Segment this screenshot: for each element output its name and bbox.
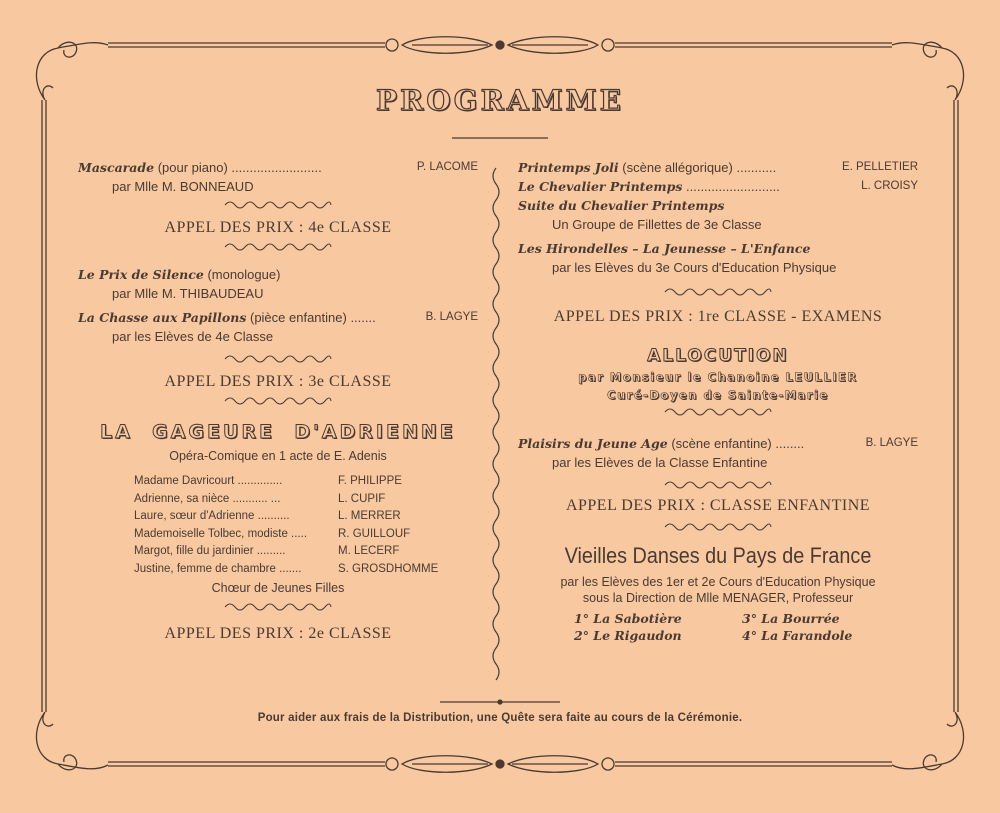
prize-call-2: APPEL DES PRIX : 2e CLASSE	[164, 624, 392, 642]
squiggle-divider	[223, 393, 333, 409]
cast-row: Madame Davricourt .............. F. PHILIPPE	[134, 475, 402, 487]
program-item: La Chasse aux Papillons (pièce enfantine) ....... B. LAGYE	[78, 310, 478, 325]
opera-subtitle: Opéra-Comique en 1 acte de E. Adenis	[169, 449, 387, 463]
program-item	[78, 265, 478, 284]
performer: Un Groupe de Fillettes de 3e Classe	[552, 217, 762, 232]
piece-title: Le Prix de Silence	[78, 267, 204, 282]
performer: par les Elèves du 3e Cours d'Education Physique	[552, 260, 837, 275]
prize-call-1: APPEL DES PRIX : 1re CLASSE - EXAMENS	[553, 308, 883, 325]
squiggle-divider	[663, 519, 773, 535]
left-column	[78, 158, 478, 643]
squiggle-divider	[223, 599, 333, 615]
piece-title: Plaisirs du Jeune Age	[518, 436, 668, 451]
cast-row: Margot, fille du jardinier ......... M. LECERF	[134, 545, 400, 558]
squiggle-divider	[663, 404, 773, 420]
danses-line1: par les Elèves des 1er et 2e Cours d'Education Physique	[560, 575, 876, 589]
footer-note: Pour aider aux frais de la Distribution, une Quête sera faite au cours de la Cérémonie.	[257, 712, 743, 724]
dances-row	[518, 611, 918, 626]
allocution-title: ALLOCUTION	[647, 346, 789, 366]
composer: E. PELLETIER	[841, 161, 918, 173]
allocution-role: Curé-Doyen de Sainte-Marie	[607, 388, 829, 402]
squiggle-divider	[223, 351, 333, 367]
composer: B. LAGYE	[865, 437, 918, 449]
choir: Chœur de Jeunes Filles	[211, 580, 345, 595]
prize-call-3: APPEL DES PRIX : 3e CLASSE	[164, 373, 392, 390]
page-title: PROGRAMME	[376, 84, 624, 117]
composer: P. LACOME	[416, 161, 478, 173]
composer: L. CROISY	[861, 180, 918, 192]
squiggle-divider	[663, 284, 773, 300]
program-item: Plaisirs du Jeune Age (scène enfantine) ........ B. LAGYE	[518, 436, 918, 451]
cast-row: Justine, femme de chambre ....... S. GROSDHOMME	[134, 562, 439, 575]
program-item: Mascarade (pour piano) ......................... P. LACOME	[78, 160, 478, 175]
program-item: Printemps Joli (scène allégorique) ........... E. PELLETIER	[518, 160, 918, 175]
allocution-speaker: par Monsieur le Chanoine LEULLIER	[578, 370, 858, 384]
piece-note: (pour piano)	[157, 160, 228, 175]
dance-3: 3° La Bourrée	[742, 611, 840, 626]
opera-title: LA GAGEURE D'ADRIENNE	[100, 421, 456, 443]
danses-title: Vieilles Danses du Pays de France	[564, 543, 872, 568]
piece-note: (pièce enfantine)	[249, 310, 347, 325]
squiggle-divider	[223, 239, 333, 255]
danses-line2: sous la Direction de Mlle MENAGER, Professeur	[582, 591, 854, 605]
program-item: Le Chevalier Printemps .......................... L. CROISY	[518, 179, 918, 194]
piece-title: Suite du Chevalier Printemps	[518, 198, 725, 213]
piece-title: Printemps Joli	[518, 160, 619, 175]
cast-row: Adrienne, sa nièce ........... ... L. CUPIF	[134, 492, 386, 505]
piece-note: (scène allégorique)	[622, 160, 733, 175]
performer: par les Elèves de la Classe Enfantine	[552, 455, 768, 470]
cast-row: Mademoiselle Tolbec, modiste ..... R. GUILLOUF	[134, 527, 411, 540]
squiggle-divider	[223, 197, 333, 213]
program-item	[518, 239, 918, 258]
performer: par Mlle M. BONNEAUD	[112, 179, 254, 194]
prize-call-enfantine: APPEL DES PRIX : CLASSE ENFANTINE	[565, 497, 871, 514]
piece-title: Les Hirondelles – La Jeunesse – L'Enfance	[518, 241, 811, 256]
dance-2: 2° Le Rigaudon	[574, 628, 682, 643]
squiggle-divider	[663, 477, 773, 493]
prize-call-4: APPEL DES PRIX : 4e CLASSE	[164, 219, 392, 236]
dances-row	[518, 628, 918, 643]
cast-row: Laure, sœur d'Adrienne .......... L. MERRER	[134, 510, 401, 523]
piece-title: Le Chevalier Printemps	[518, 179, 683, 194]
composer: B. LAGYE	[425, 311, 478, 323]
program-item	[518, 196, 918, 215]
performer: par les Elèves de 4e Classe	[112, 329, 274, 344]
dance-1: 1° La Sabotière	[574, 611, 682, 626]
performer: par Mlle M. THIBAUDEAU	[112, 286, 264, 301]
right-column	[518, 158, 918, 643]
piece-note: (monologue)	[207, 267, 281, 282]
piece-title: La Chasse aux Papillons	[78, 310, 247, 325]
piece-note: (scène enfantine)	[671, 436, 772, 451]
cast-list	[134, 473, 478, 579]
piece-title: Mascarade	[78, 160, 155, 175]
dance-4: 4° La Farandole	[742, 628, 853, 643]
